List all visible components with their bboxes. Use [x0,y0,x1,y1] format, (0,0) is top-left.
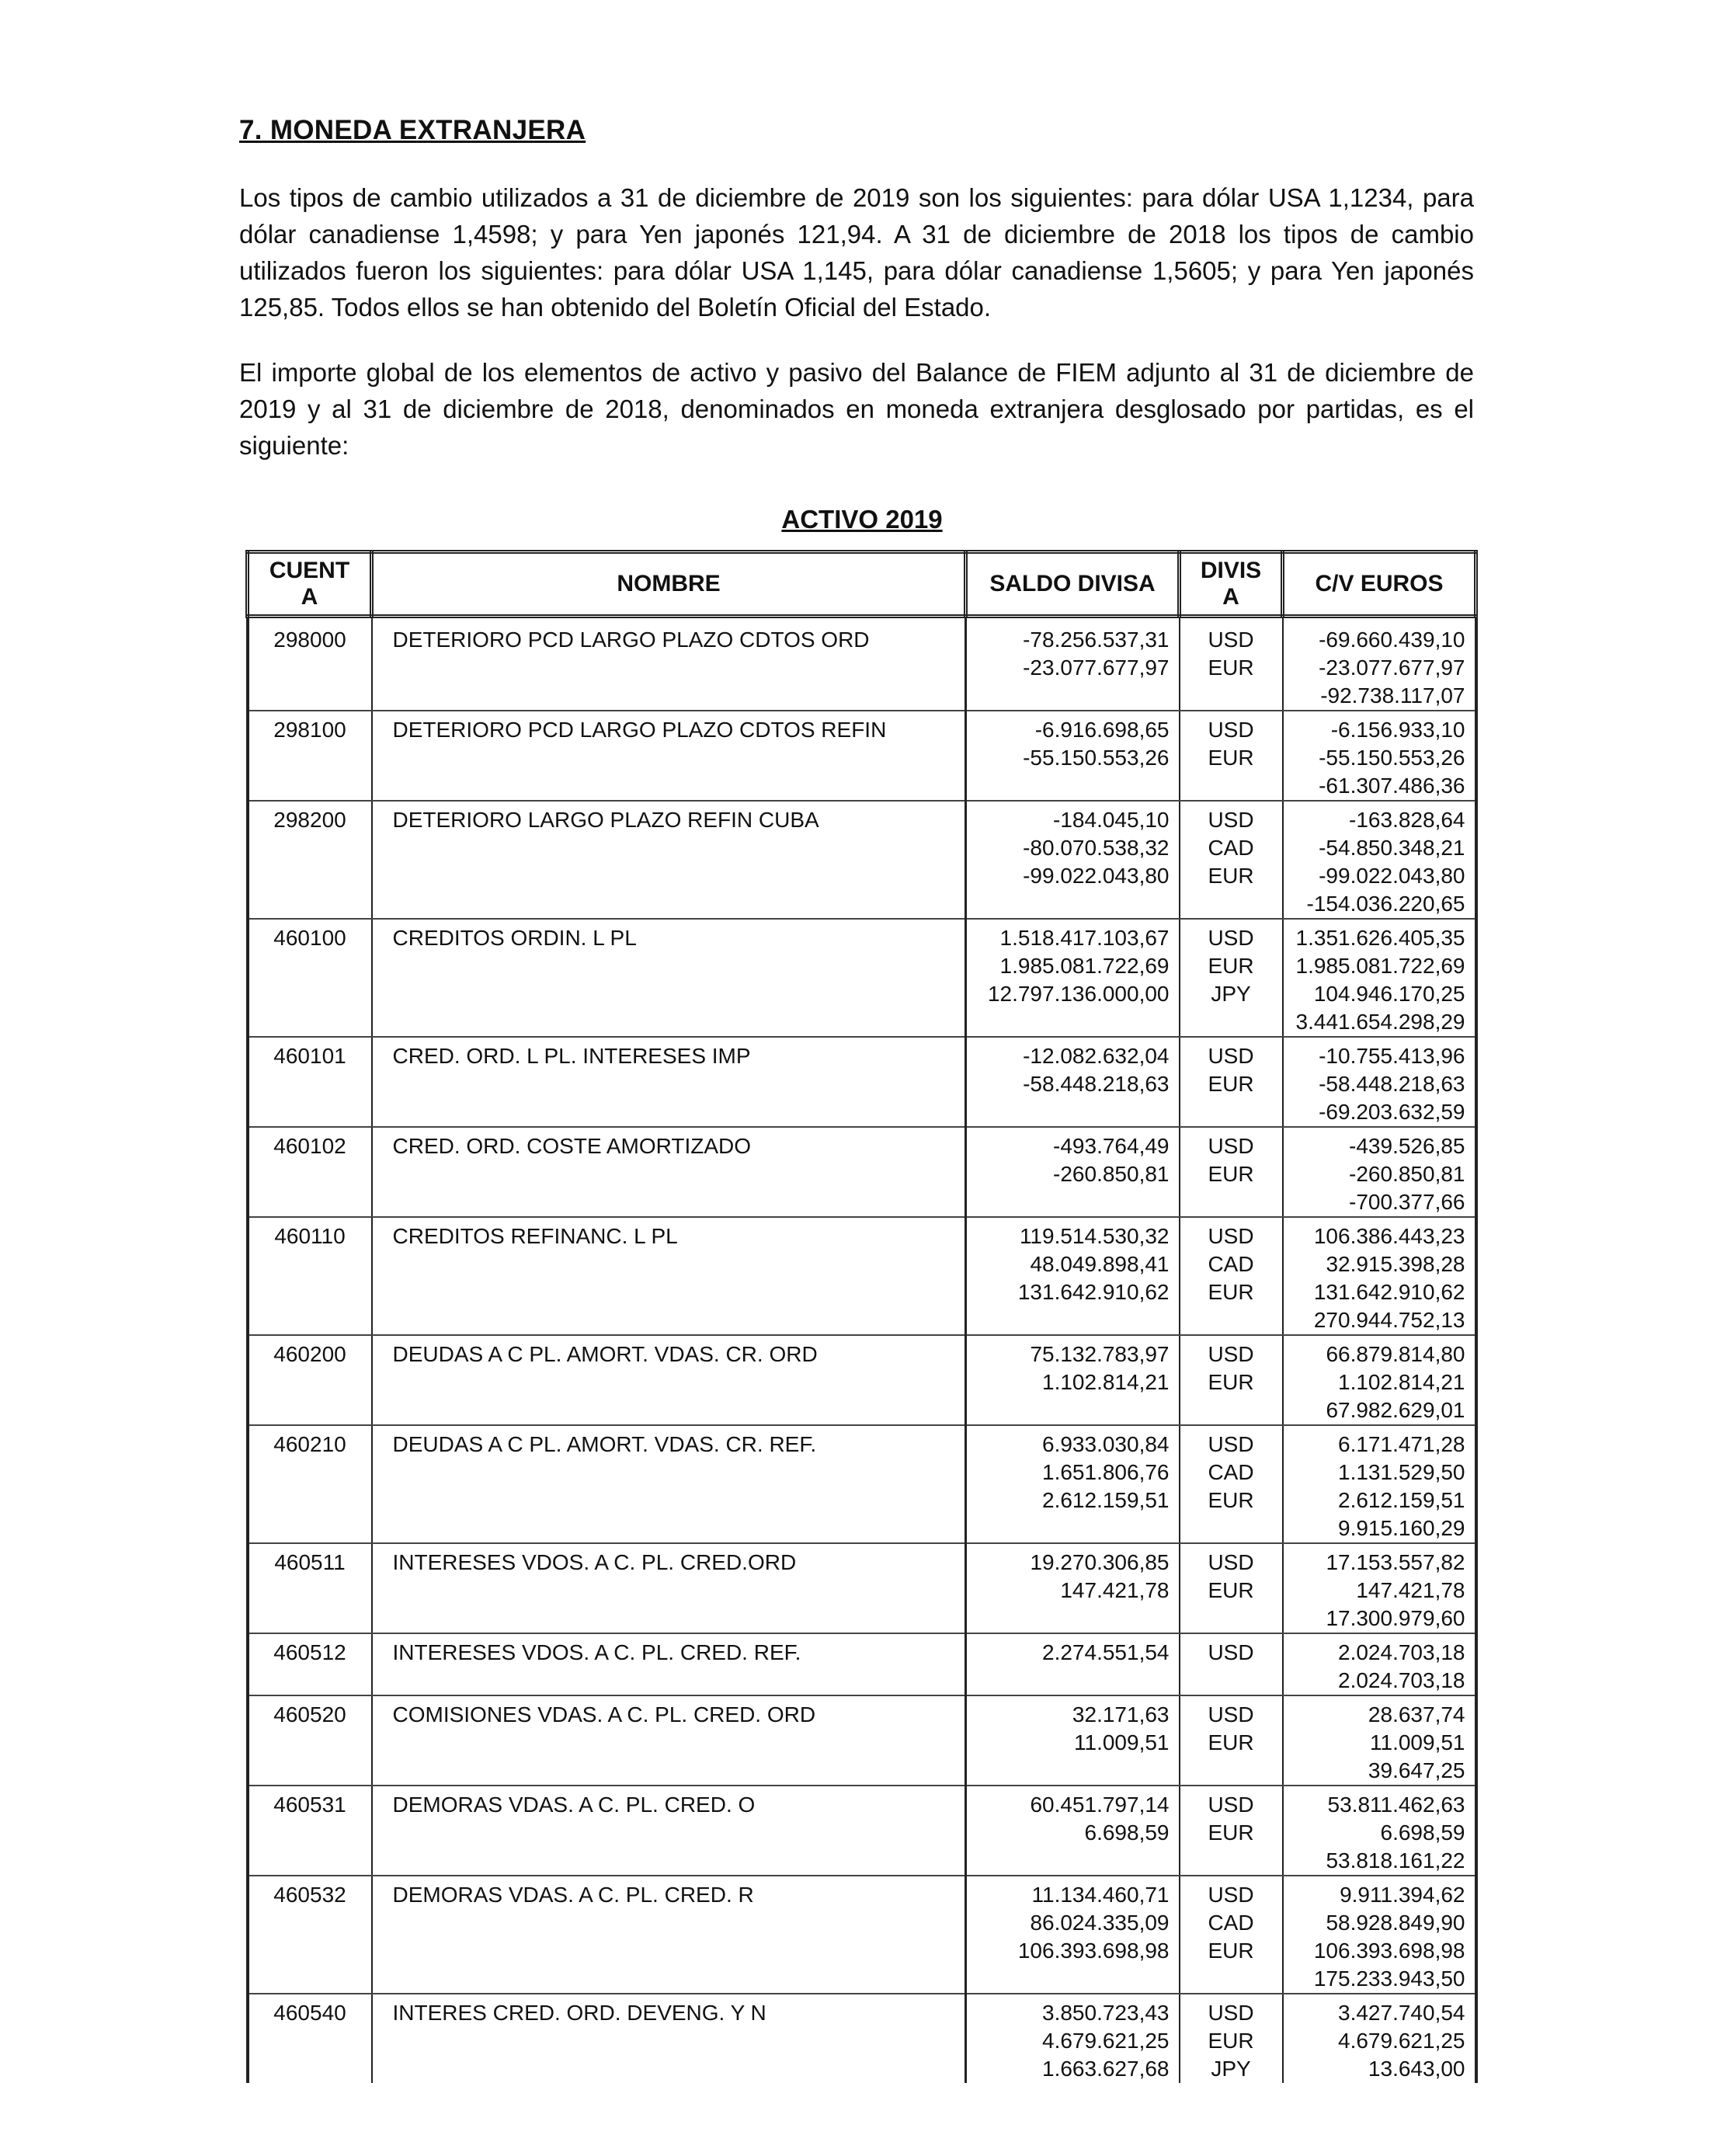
cuenta-value: 298200 [273,808,346,832]
cell-divisa [1180,1037,1283,1127]
nombre-value: DEUDAS A C PL. AMORT. VDAS. CR. ORD [392,1342,818,1366]
divisa-value: USD [1208,1793,1254,1817]
saldo-value: 2.612.159,51 [1042,1488,1170,1512]
divisa-value: EUR [1208,746,1254,770]
saldo-value: 60.451.797,14 [1030,1793,1170,1817]
euros-value: 13.643,00 [1368,2057,1465,2081]
euros-value: 1.102.814,21 [1338,1370,1465,1394]
saldo-value: 12.797.136.000,00 [987,982,1170,1006]
divisa-value: USD [1208,1224,1254,1248]
euros-value: -69.203.632,59 [1319,1100,1465,1124]
euros-value: 6.698,59 [1380,1820,1465,1845]
cell-divisa [1180,1876,1283,1994]
euros-value: -10.755.413,96 [1319,1044,1465,1068]
cell-nombre [372,1695,966,1786]
euros-value: 2.024.703,18 [1338,1668,1465,1692]
saldo-value: -99.022.043,80 [1023,864,1170,888]
euros-value: -54.850.348,21 [1319,836,1465,860]
table-body [248,617,1476,2084]
nombre-value: DEUDAS A C PL. AMORT. VDAS. CR. REF. [392,1432,817,1456]
cell-cuenta [248,711,372,801]
divisa-value: USD [1208,1342,1254,1366]
cell-cuenta [248,1425,372,1543]
euros-value: 131.642.910,62 [1313,1280,1465,1304]
cell-saldo-divisa [966,801,1180,919]
cell-saldo-divisa [966,711,1180,801]
euros-value: 106.393.698,98 [1313,1939,1465,1963]
section-title: 7. MONEDA EXTRANJERA [239,115,586,145]
cell-cuenta [248,1217,372,1335]
cell-nombre [372,1633,966,1695]
nombre-value: DETERIORO LARGO PLAZO REFIN CUBA [392,808,819,832]
euros-value: 53.818.161,22 [1326,1848,1465,1873]
table-row [248,1335,1476,1425]
cell-cv-euros [1283,1543,1476,1633]
table-row [248,1217,1476,1335]
nombre-value: COMISIONES VDAS. A C. PL. CRED. ORD [392,1702,816,1727]
euros-value: 3.427.740,54 [1338,2001,1465,2025]
cell-nombre [372,1425,966,1543]
cell-cv-euros [1283,1633,1476,1695]
euros-value: 28.637,74 [1368,1702,1465,1727]
saldo-value: 4.679.621,25 [1042,2029,1170,2053]
cell-saldo-divisa [966,919,1180,1037]
table-row [248,919,1476,1037]
divisa-value: CAD [1208,1460,1254,1484]
cuenta-value: 460540 [273,2001,346,2025]
nombre-value: INTERESES VDOS. A C. PL. CRED. REF. [392,1640,801,1664]
cell-divisa [1180,1543,1283,1633]
cell-cuenta [248,1037,372,1127]
euros-value: 17.300.979,60 [1326,1606,1465,1630]
saldo-value: -80.070.538,32 [1023,836,1170,860]
cell-saldo-divisa [966,1217,1180,1335]
euros-value: -23.077.677,97 [1319,655,1465,680]
divisa-value: EUR [1208,1162,1254,1186]
divisa-value: JPY [1211,2057,1251,2081]
cuenta-value: 460511 [274,1550,346,1574]
cell-cuenta [248,801,372,919]
saldo-value: -184.045,10 [1053,808,1170,832]
saldo-value: 106.393.698,98 [1017,1939,1170,1963]
saldo-value: -493.764,49 [1053,1134,1170,1158]
divisa-value: CAD [1208,836,1254,860]
table-header-row [248,552,1476,617]
cell-cv-euros [1283,1786,1476,1876]
euros-value: 1.351.626.405,35 [1295,926,1465,950]
cell-cv-euros [1283,1876,1476,1994]
cell-saldo-divisa [966,1695,1180,1786]
divisa-value: EUR [1208,1578,1254,1602]
cell-saldo-divisa [966,1543,1180,1633]
table-row [248,711,1476,801]
cell-divisa [1180,617,1283,711]
table-title: ACTIVO 2019 [781,505,943,534]
cell-nombre [372,617,966,711]
divisa-value: USD [1208,2001,1254,2025]
paragraph-exchange-rates: Los tipos de cambio utilizados a 31 de diciembre de 2019 son los siguientes: para dólar USA 1,1234, para dólar canadiense 1,4598; y para Yen japonés 121,94. A 31 de diciembre de 2018 los tipos de cambio utilizados fueron los siguientes: para dólar USA 1,145, para dólar canadiense 1,5605; y para Yen japonés 125,85. Todos ellos se han obtenido del Boletín Oficial del Estado. [239,183,1474,322]
cell-divisa [1180,1994,1283,2083]
cell-saldo-divisa [966,617,1180,711]
table-row [248,1543,1476,1633]
divisa-value: EUR [1208,1730,1254,1754]
saldo-value: 86.024.335,09 [1030,1911,1170,1935]
cell-cv-euros [1283,1037,1476,1127]
paragraph-balance-intro: El importe global de los elementos de activo y pasivo del Balance de FIEM adjunto al 31 de diciembre de 2019 y al 31 de diciembre de 2018, denominados en moneda extranjera desglosado por partidas, es el siguiente: [239,358,1474,460]
divisa-value: EUR [1208,864,1254,888]
saldo-value: 147.421,78 [1060,1578,1170,1602]
euros-value: 66.879.814,80 [1326,1342,1465,1366]
cuenta-value: 460200 [273,1342,346,1366]
cell-divisa [1180,919,1283,1037]
table-row [248,1037,1476,1127]
saldo-value: 131.642.910,62 [1017,1280,1170,1304]
euros-value: -439.526,85 [1349,1134,1465,1158]
cell-cuenta [248,919,372,1037]
cell-cuenta [248,1876,372,1994]
cell-nombre [372,711,966,801]
euros-value: -163.828,64 [1349,808,1465,832]
euros-value: 1.131.529,50 [1338,1460,1465,1484]
cell-divisa [1180,1425,1283,1543]
euros-value: 6.171.471,28 [1338,1432,1465,1456]
cell-nombre [372,1786,966,1876]
euros-value: 2.024.703,18 [1338,1640,1465,1664]
header-divisa: DIVIS A [1180,552,1283,617]
cell-cv-euros [1283,1695,1476,1786]
nombre-value: DETERIORO PCD LARGO PLAZO CDTOS REFIN [392,718,887,742]
cell-cv-euros [1283,801,1476,919]
divisa-value: EUR [1208,1072,1254,1096]
euros-value: -92.738.117,07 [1320,683,1465,708]
saldo-value: 32.171,63 [1072,1702,1170,1727]
saldo-value: 48.049.898,41 [1030,1252,1170,1276]
cell-divisa [1180,711,1283,801]
cuenta-value: 460531 [273,1793,346,1817]
divisa-value: EUR [1208,954,1254,978]
euros-value: 32.915.398,28 [1326,1252,1465,1276]
euros-value: 53.811.462,63 [1327,1793,1465,1817]
saldo-value: -6.916.698,65 [1034,718,1170,742]
euros-value: 147.421,78 [1356,1578,1465,1602]
cell-nombre [372,1335,966,1425]
saldo-value: -78.256.537,31 [1023,628,1170,652]
euros-value: 4.679.621,25 [1338,2029,1465,2053]
saldo-value: 1.651.806,76 [1042,1460,1170,1484]
euros-value: 106.386.443,23 [1313,1224,1465,1248]
euros-value: -99.022.043,80 [1319,864,1465,888]
nombre-value: DEMORAS VDAS. A C. PL. CRED. R [392,1883,754,1907]
divisa-value: USD [1208,1044,1254,1068]
divisa-value: EUR [1208,1939,1254,1963]
saldo-value: -12.082.632,04 [1023,1044,1170,1068]
cell-cv-euros [1283,919,1476,1037]
cell-divisa [1180,1217,1283,1335]
nombre-value: DEMORAS VDAS. A C. PL. CRED. O [392,1793,756,1817]
euros-value: -61.307.486,36 [1319,774,1465,798]
cell-cuenta [248,1695,372,1786]
divisa-value: USD [1208,1640,1254,1664]
nombre-value: CREDITOS ORDIN. L PL [392,926,637,950]
saldo-value: 75.132.783,97 [1030,1342,1170,1366]
cell-cv-euros [1283,617,1476,711]
saldo-value: -58.448.218,63 [1023,1072,1170,1096]
saldo-value: 11.009,51 [1074,1730,1170,1754]
saldo-value: 3.850.723,43 [1042,2001,1170,2025]
cell-divisa [1180,1695,1283,1786]
cell-nombre [372,1994,966,2083]
cell-nombre [372,919,966,1037]
divisa-value: USD [1208,1134,1254,1158]
divisa-value: USD [1208,718,1254,742]
divisa-value: USD [1208,1883,1254,1907]
cuenta-value: 460512 [273,1640,346,1664]
divisa-value: EUR [1208,2029,1254,2053]
divisa-value: EUR [1208,655,1254,680]
header-nombre: NOMBRE [372,552,966,617]
activo-table [245,550,1478,2083]
saldo-value: 1.102.814,21 [1042,1370,1170,1394]
euros-value: 9.911.394,62 [1340,1883,1465,1907]
euros-value: 104.946.170,25 [1313,982,1465,1006]
cell-cuenta [248,1543,372,1633]
cell-cv-euros [1283,1127,1476,1217]
euros-value: 17.153.557,82 [1326,1550,1465,1574]
euros-value: -700.377,66 [1349,1190,1465,1214]
euros-value: 1.985.081.722,69 [1295,954,1465,978]
euros-value: -6.156.933,10 [1330,718,1465,742]
euros-value: 175.233.943,50 [1313,1966,1465,1991]
nombre-value: INTERESES VDOS. A C. PL. CRED.ORD [392,1550,797,1574]
cell-saldo-divisa [966,1425,1180,1543]
divisa-value: EUR [1208,1820,1254,1845]
table-row [248,1786,1476,1876]
cell-divisa [1180,1633,1283,1695]
euros-value: -58.448.218,63 [1319,1072,1465,1096]
euros-value: 67.982.629,01 [1326,1398,1465,1422]
divisa-value: USD [1208,1432,1254,1456]
cell-cuenta [248,1335,372,1425]
saldo-value: 2.274.551,54 [1042,1640,1170,1664]
cell-nombre [372,1127,966,1217]
header-cuenta: CUENT A [248,552,372,617]
divisa-value: EUR [1208,1280,1254,1304]
table-row [248,1127,1476,1217]
cell-nombre [372,1543,966,1633]
divisa-value: EUR [1208,1370,1254,1394]
divisa-value: USD [1208,628,1254,652]
cell-nombre [372,1037,966,1127]
cuenta-value: 298000 [273,628,346,652]
nombre-value: DETERIORO PCD LARGO PLAZO CDTOS ORD [392,628,870,652]
euros-value: 9.915.160,29 [1338,1516,1465,1540]
nombre-value: INTERES CRED. ORD. DEVENG. Y N [392,2001,766,2025]
divisa-value: EUR [1208,1488,1254,1512]
cell-saldo-divisa [966,1786,1180,1876]
nombre-value: CRED. ORD. COSTE AMORTIZADO [392,1134,752,1158]
cell-saldo-divisa [966,1633,1180,1695]
cuenta-value: 460100 [273,926,346,950]
cell-cv-euros [1283,711,1476,801]
cell-cuenta [248,1994,372,2083]
divisa-value: CAD [1208,1911,1254,1935]
table-row [248,801,1476,919]
saldo-value: 1.985.081.722,69 [999,954,1170,978]
cell-cuenta [248,1127,372,1217]
cuenta-value: 460110 [274,1224,346,1248]
euros-value: 58.928.849,90 [1326,1911,1465,1935]
saldo-value: -23.077.677,97 [1023,655,1170,680]
cell-cv-euros [1283,1425,1476,1543]
cuenta-value: 460532 [273,1883,346,1907]
cuenta-value: 460520 [273,1702,346,1727]
cell-saldo-divisa [966,1335,1180,1425]
table-row [248,1876,1476,1994]
cell-cuenta [248,1633,372,1695]
saldo-value: 1.663.627,68 [1042,2057,1170,2081]
euros-value: 3.441.654.298,29 [1295,1010,1465,1034]
cell-nombre [372,1876,966,1994]
euros-value: -55.150.553,26 [1319,746,1465,770]
nombre-value: CREDITOS REFINANC. L PL [392,1224,678,1248]
saldo-value: 119.514.530,32 [1019,1224,1170,1248]
cell-divisa [1180,1335,1283,1425]
header-cv-euros: C/V EUROS [1283,552,1476,617]
cell-cv-euros [1283,1994,1476,2083]
cell-nombre [372,1217,966,1335]
saldo-value: 19.270.306,85 [1030,1550,1170,1574]
cuenta-value: 460102 [273,1134,346,1158]
divisa-value: USD [1208,808,1254,832]
cuenta-value: 460101 [273,1044,346,1068]
saldo-value: -260.850,81 [1053,1162,1170,1186]
euros-value: -260.850,81 [1349,1162,1465,1186]
divisa-value: USD [1208,1550,1254,1574]
cell-divisa [1180,1786,1283,1876]
nombre-value: CRED. ORD. L PL. INTERESES IMP [392,1044,751,1068]
euros-value: 270.944.752,13 [1313,1308,1465,1332]
cell-cuenta [248,1786,372,1876]
cuenta-value: 460210 [273,1432,346,1456]
saldo-value: 6.933.030,84 [1042,1432,1170,1456]
cell-divisa [1180,801,1283,919]
saldo-value: -55.150.553,26 [1023,746,1170,770]
divisa-value: USD [1208,926,1254,950]
table-row [248,1994,1476,2083]
cell-divisa [1180,1127,1283,1217]
cell-cv-euros [1283,1217,1476,1335]
cell-saldo-divisa [966,1127,1180,1217]
cell-saldo-divisa [966,1037,1180,1127]
saldo-value: 11.134.460,71 [1031,1883,1170,1907]
table-row [248,1633,1476,1695]
euros-value: 2.612.159,51 [1338,1488,1465,1512]
cell-saldo-divisa [966,1876,1180,1994]
table-row [248,617,1476,711]
cuenta-value: 298100 [273,718,346,742]
activo-table-container [245,550,1474,2081]
saldo-value: 6.698,59 [1084,1820,1170,1845]
euros-value: -154.036.220,65 [1306,892,1465,916]
divisa-value: CAD [1208,1252,1254,1276]
euros-value: 39.647,25 [1368,1758,1465,1782]
header-saldo-divisa: SALDO DIVISA [966,552,1180,617]
divisa-value: USD [1208,1702,1254,1727]
cell-cv-euros [1283,1335,1476,1425]
divisa-value: JPY [1211,982,1251,1006]
cell-cuenta [248,617,372,711]
cell-nombre [372,801,966,919]
euros-value: -69.660.439,10 [1319,628,1465,652]
table-row [248,1425,1476,1543]
cell-saldo-divisa [966,1994,1180,2083]
table-row [248,1695,1476,1786]
euros-value: 11.009,51 [1370,1730,1465,1754]
saldo-value: 1.518.417.103,67 [999,926,1170,950]
